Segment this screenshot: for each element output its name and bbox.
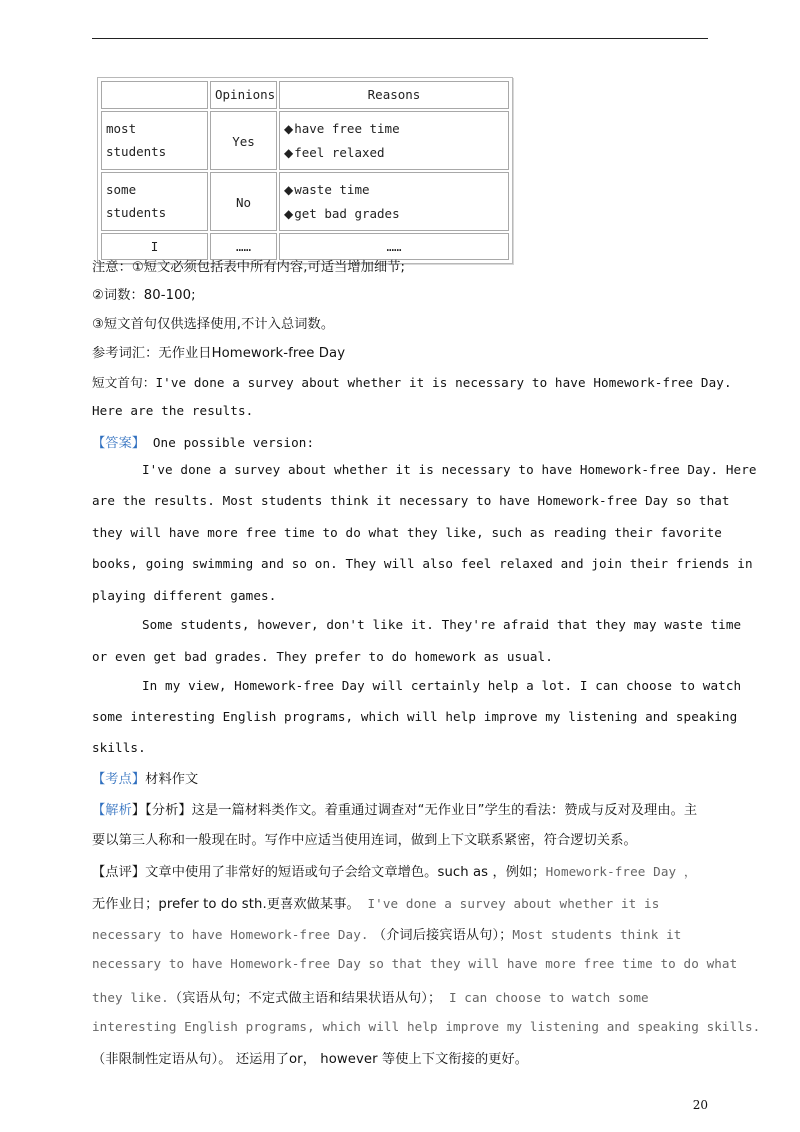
answer-line: I've done a survey about whether it is necessary to have Homework-free Day. Here <box>142 462 757 477</box>
jiexi-tag: 【解析 <box>92 803 132 818</box>
diamond-bullet-icon: ◆ <box>284 122 294 136</box>
table-cell-reasons <box>279 111 509 170</box>
dianping-text: I can choose to watch some <box>441 990 649 1005</box>
dianping-line <box>92 987 712 1006</box>
reason-text: get bad grades <box>294 206 400 221</box>
dianping-line <box>92 861 712 880</box>
kaodian-text: 材料作文 <box>145 772 199 787</box>
dianping-text: 【点评】文章中使用了非常好的短语或句子会给文章增色。such as ，例如； <box>92 865 546 880</box>
table-header-cell: Opinions <box>210 81 277 109</box>
jiexi-line <box>92 799 712 818</box>
diamond-bullet-icon: ◆ <box>284 183 294 197</box>
answer-line: Some students, however, don't like it. They're afraid that they may waste time <box>142 617 742 632</box>
reason-text: waste time <box>294 182 370 197</box>
reason-text: feel relaxed <box>294 145 385 160</box>
dianping-line: （非限制性定语从句）。 还运用了or， however 等使上下文衔接的更好。 <box>92 1052 529 1067</box>
dianping-text: Most students think it <box>512 927 682 942</box>
first-sentence-line: Here are the results. <box>92 403 254 418</box>
dianping-line <box>92 924 712 943</box>
note-line: ②词数：80-100; <box>92 288 196 303</box>
answer-intro: One possible version: <box>145 435 315 450</box>
answer-line: books, going swimming and so on. They will also feel relaxed and join their friends in <box>92 556 753 571</box>
header-rule <box>92 38 708 39</box>
answer-line: or even get bad grades. They prefer to do homework as usual. <box>92 649 553 664</box>
table-row <box>101 172 509 231</box>
table-cell-who: I <box>101 233 208 260</box>
table-row <box>101 111 509 170</box>
answer-line: In my view, Homework-free Day will certainly help a lot. I can choose to watch <box>142 678 742 693</box>
jiexi-line: 要以第三人称和一般现在时。写作中应适当使用连词，做到上下文联系紧密，符合逻切关系。 <box>92 833 637 848</box>
dianping-text: Homework-free Day ， <box>545 864 697 879</box>
table-cell-who: most students <box>101 111 208 170</box>
reason-item <box>284 202 504 226</box>
answer-line: are the results. Most students think it necessary to have Homework-free Day so that <box>92 493 730 508</box>
reason-item <box>284 178 504 202</box>
kaodian-line <box>92 768 712 787</box>
table-cell-opinion: No <box>210 172 277 231</box>
answer-line: skills. <box>92 740 146 755</box>
dianping-text: I've done a survey about whether it is <box>359 896 660 911</box>
kaodian-tag: 【考点】 <box>92 772 146 787</box>
diamond-bullet-icon: ◆ <box>284 146 294 160</box>
answer-heading <box>92 432 712 451</box>
table-cell-opinion: Yes <box>210 111 277 170</box>
dianping-text: 无作业日；prefer to do sth.更喜欢做某事。 <box>92 897 360 912</box>
answer-tag: 【答案】 <box>92 436 146 451</box>
table-cell-reasons <box>279 172 509 231</box>
table-cell-reasons: …… <box>279 233 509 260</box>
diamond-bullet-icon: ◆ <box>284 207 294 221</box>
jiexi-text: 】【分析】这是一篇材料类作文。着重通过调查对“无作业日”学生的看法：赞成与反对及理由。主 <box>131 803 698 818</box>
reason-item <box>284 141 504 165</box>
first-sentence-line: 短文首句：I've done a survey about whether it is necessary to have Homework-free Day. <box>92 375 732 390</box>
reason-item <box>284 117 504 141</box>
note-line: 注意：①短文必须包括表中所有内容,可适当增加细节; <box>92 260 406 275</box>
dianping-line: necessary to have Homework-free Day so that they will have more free time to do what <box>92 956 738 971</box>
answer-line: some interesting English programs, which will help improve my listening and speaking <box>92 709 738 724</box>
dianping-text: they like. <box>92 990 169 1005</box>
table-header-row <box>101 81 509 109</box>
table-header-cell: Reasons <box>279 81 509 109</box>
survey-table <box>97 77 513 264</box>
answer-line: playing different games. <box>92 588 277 603</box>
table-header-cell <box>101 81 208 109</box>
dianping-text: necessary to have Homework-free Day. <box>92 927 369 942</box>
reason-text: have free time <box>294 121 400 136</box>
dianping-text: （介词后接宾语从句）； <box>368 928 513 943</box>
note-line: ③短文首句仅供选择使用,不计入总词数。 <box>92 317 335 332</box>
answer-line: they will have more free time to do what they like, such as reading their favorite <box>92 525 722 540</box>
vocab-line: 参考词汇：无作业日Homework-free Day <box>92 346 346 361</box>
table-cell-who: some students <box>101 172 208 231</box>
dianping-line: interesting English programs, which will help improve my listening and speaking skills. <box>92 1019 761 1034</box>
table-cell-opinion: …… <box>210 233 277 260</box>
dianping-line <box>92 893 712 912</box>
dianping-text: （宾语从句；不定式做主语和结果状语从句）； <box>168 991 442 1006</box>
page-number: 20 <box>692 1098 708 1112</box>
